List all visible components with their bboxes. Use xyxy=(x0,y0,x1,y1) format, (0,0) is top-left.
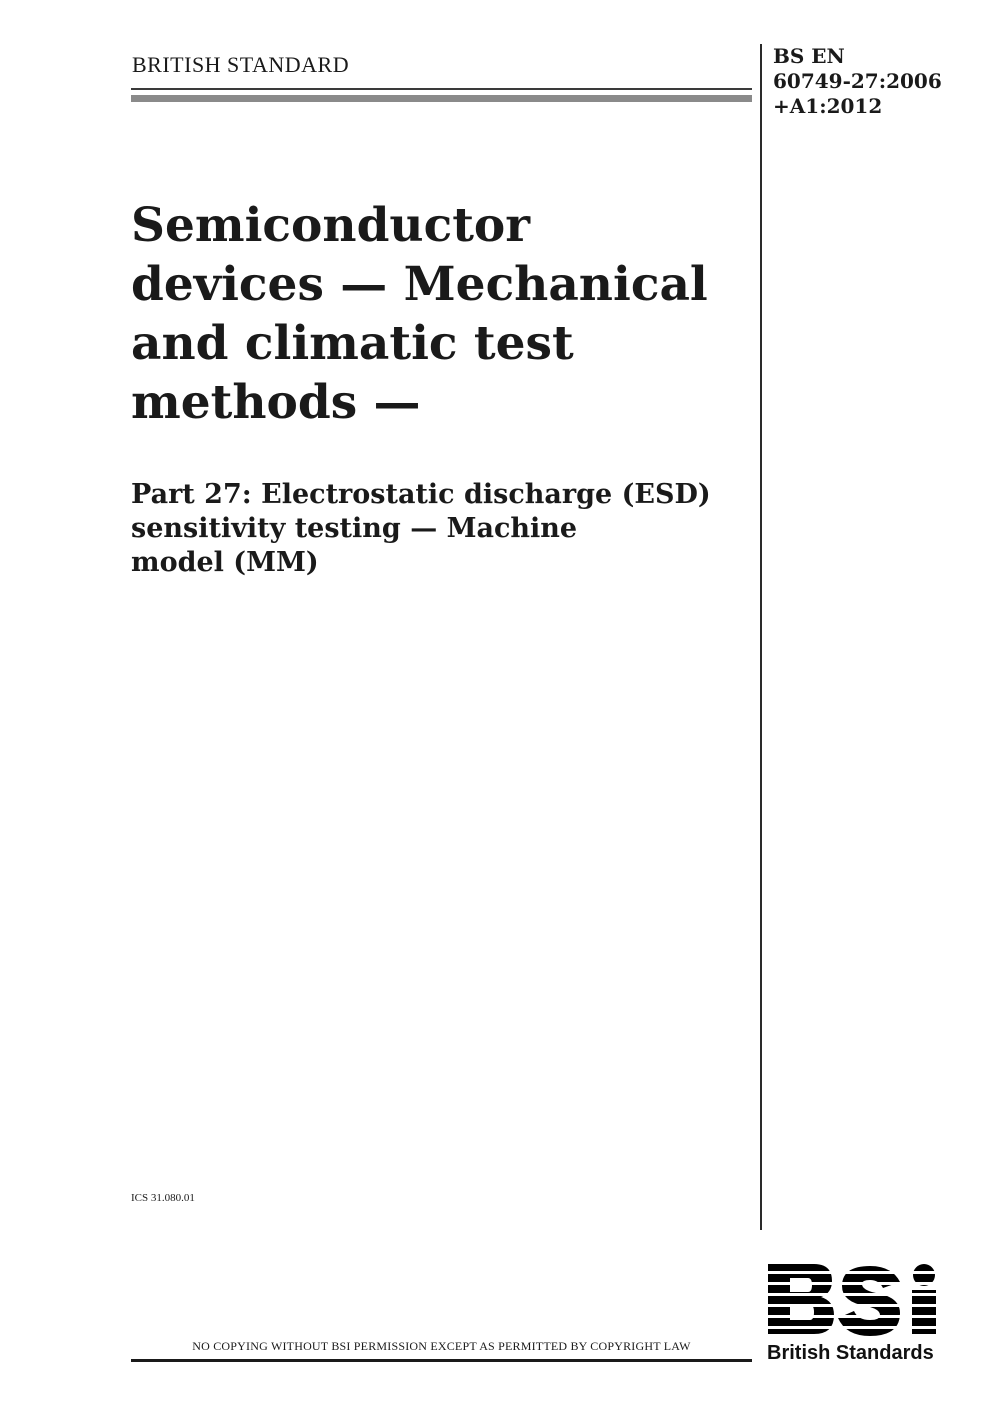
footer-rule xyxy=(131,1359,752,1362)
document-title xyxy=(131,196,741,432)
title-line: methods — xyxy=(131,375,421,430)
series-label: BRITISH STANDARD xyxy=(132,52,350,77)
vertical-divider xyxy=(760,44,762,1230)
copyright-notice: NO COPYING WITHOUT BSI PERMISSION EXCEPT AS PERMITTED BY COPYRIGHT LAW xyxy=(192,1339,691,1353)
ics-code: ICS 31.080.01 xyxy=(131,1192,195,1204)
part-title-line: Part 27: Electrostatic discharge (ESD) xyxy=(131,479,711,510)
standard-number-line: BS EN xyxy=(773,44,845,68)
title-line: devices — Mechanical xyxy=(131,257,708,312)
standard-number-line: +A1:2012 xyxy=(773,94,883,118)
bsi-logo-tagline: British Standards xyxy=(767,1342,934,1364)
header-rule-thick xyxy=(131,95,752,102)
title-line: Semiconductor xyxy=(131,198,531,253)
document-part-title xyxy=(131,478,741,580)
standard-number xyxy=(773,44,942,119)
part-title-line: sensitivity testing — Machine xyxy=(131,513,578,544)
part-title-line: model (MM) xyxy=(131,547,319,578)
header-rule-thin xyxy=(131,88,752,90)
title-line: and climatic test xyxy=(131,316,574,371)
standard-number-line: 60749-27:2006 xyxy=(773,69,942,93)
